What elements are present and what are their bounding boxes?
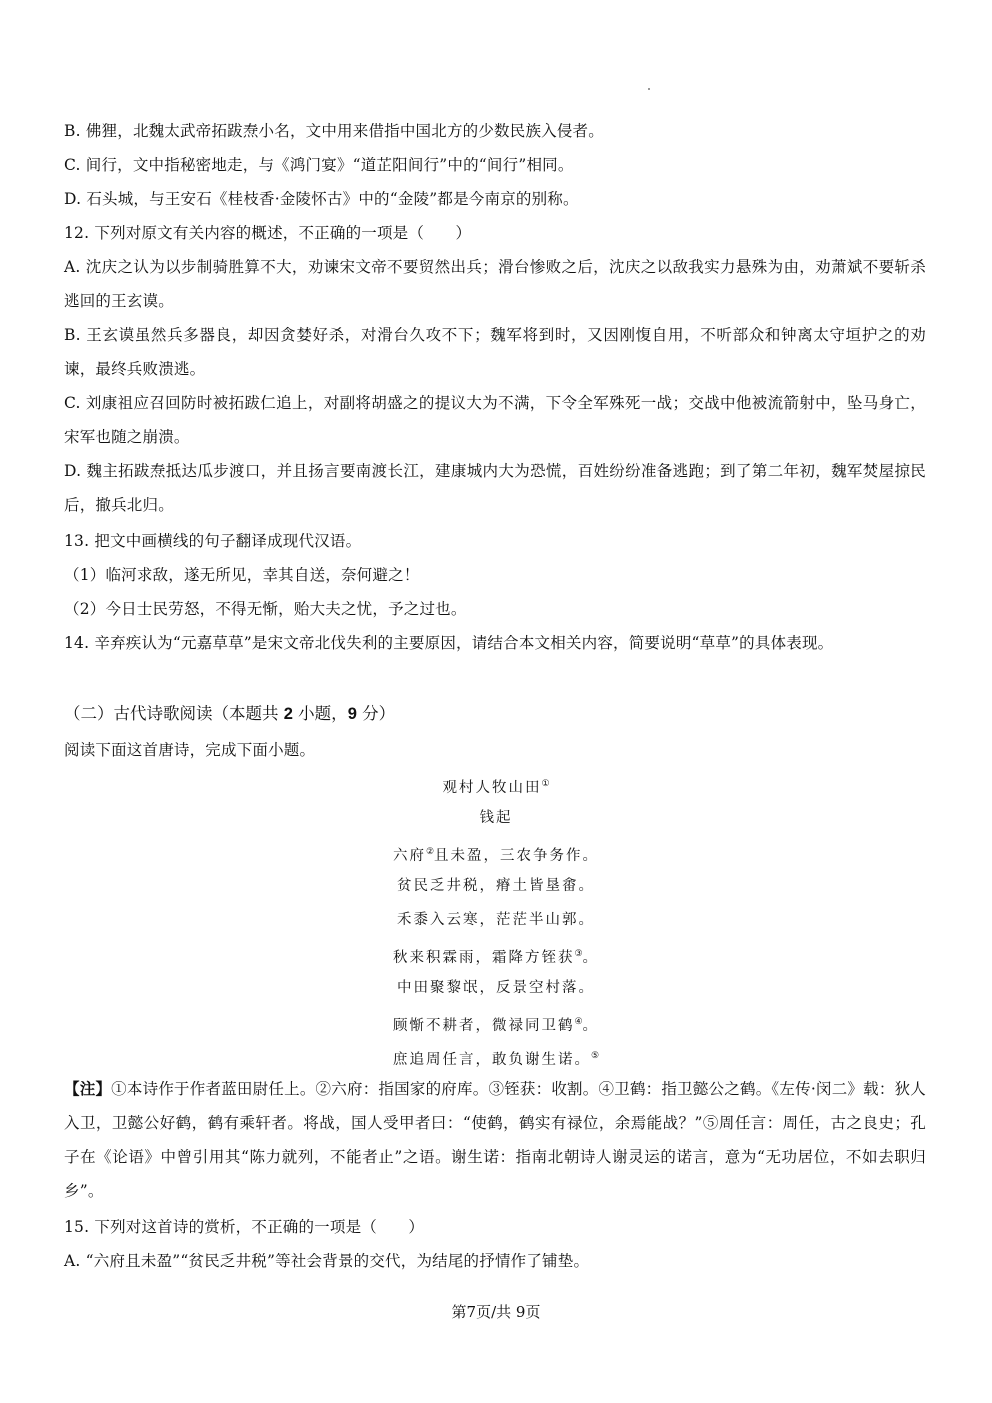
q12-stem: 12. 下列对原文有关内容的概述，不正确的一项是（ ） (64, 224, 472, 242)
note-text: ①本诗作于作者蓝田尉任上。②六府：指国家的府库。③铚获：收割。④卫鹤：指卫懿公之鹤。《左传·闵二》载：狄人入卫，卫懿公好鹤，鹤有乘轩者。将战，国人受甲者曰：“使鹤，鹤实有禄位，余焉能战？”⑤周任言：周任，古之良史；孔子在《论语》中曾引用其“陈力就列，不能者止”之语。谢生诺：指南北朝诗人谢灵运的诺言，意为“无功居位，不如去职归乡”。 (64, 1080, 927, 1200)
scan-dot (648, 88, 650, 90)
q12-option-b: B. 王玄谟虽然兵多器良，却因贪婪好杀，对滑台久攻不下；魏军将到时，又因刚愎自用，不听部众和钟离太守垣护之的劝谏，最终兵败溃逃。 (64, 326, 926, 378)
poem-author: 钱起 (479, 810, 513, 826)
poem-line-5: 中田聚黎氓，反景空村落。 (397, 980, 595, 996)
q13-stem: 13. 把文中画横线的句子翻译成现代汉语。 (64, 532, 362, 550)
poem-line-2: 贫民乏井税，瘠土皆垦畬。 (397, 878, 595, 894)
poem-line-3: 禾黍入云寒，茫茫半山郭。 (397, 912, 595, 928)
q12-option-d: D. 魏主拓跋焘抵达瓜步渡口，并且扬言要南渡长江，建康城内大为恐慌，百姓纷纷准备逃跑；到了第二年初，魏军焚屋掠民后，撤兵北归。 (64, 462, 926, 514)
q13-sentence-2: （2）今日士民劳怒，不得无惭，贻大夫之忧，予之过也。 (64, 600, 467, 618)
q15-stem: 15. 下列对这首诗的赏析，不正确的一项是（ ） (64, 1218, 425, 1236)
q11-option-d: D. 石头城，与王安石《桂枝香·金陵怀古》中的“金陵”都是今南京的别称。 (64, 190, 579, 208)
q12-option-a: A. 沈庆之认为以步制骑胜算不大，劝谏宋文帝不要贸然出兵；滑台惨败之后，沈庆之以敌我实力悬殊为由，劝萧斌不要斩杀逃回的王玄谟。 (64, 258, 926, 310)
q13-sentence-1: （1）临河求敌，遂无所见，幸其自送，奈何避之！ (64, 566, 420, 584)
q11-option-b: B. 佛狸，北魏太武帝拓跋焘小名，文中用来借指中国北方的少数民族入侵者。 (64, 122, 604, 140)
page-footer: 第7页/共 9页 (451, 1303, 541, 1321)
q11-option-c: C. 间行，文中指秘密地走，与《鸿门宴》“道芷阳间行”中的“间行”相同。 (64, 156, 574, 174)
poem-line-7: 庶追周任言，敢负谢生诺。⑤ (392, 1051, 600, 1068)
poem-title: 观村人牧山田① (442, 779, 550, 796)
section-title: （二）古代诗歌阅读（本题共 2 小题，9 分） (64, 704, 396, 723)
q15-option-a: A. “六府且未盈”“贫民乏井税”等社会背景的交代，为结尾的抒情作了铺垫。 (64, 1252, 590, 1270)
poem-note (64, 1072, 926, 1208)
poem-line-1: 六府②且未盈，三农争务作。 (392, 847, 600, 864)
note-label: 【注】 (64, 1079, 112, 1098)
q14-stem: 14. 辛弃疾认为“元嘉草草”是宋文帝北伐失利的主要原因，请结合本文相关内容，简要说明“草草”的具体表现。 (64, 634, 834, 652)
poem-line-4: 秋来积霖雨，霜降方铚获③。 (392, 949, 600, 966)
q12-option-c: C. 刘康祖应召回防时被拓跋仁追上，对副将胡盛之的提议大为不满，下令全军殊死一战；交战中他被流箭射中，坠马身亡，宋军也随之崩溃。 (64, 394, 926, 446)
poem-line-6: 顾惭不耕者，微禄同卫鹤④。 (392, 1017, 600, 1034)
poem-intro: 阅读下面这首唐诗，完成下面小题。 (64, 741, 316, 759)
